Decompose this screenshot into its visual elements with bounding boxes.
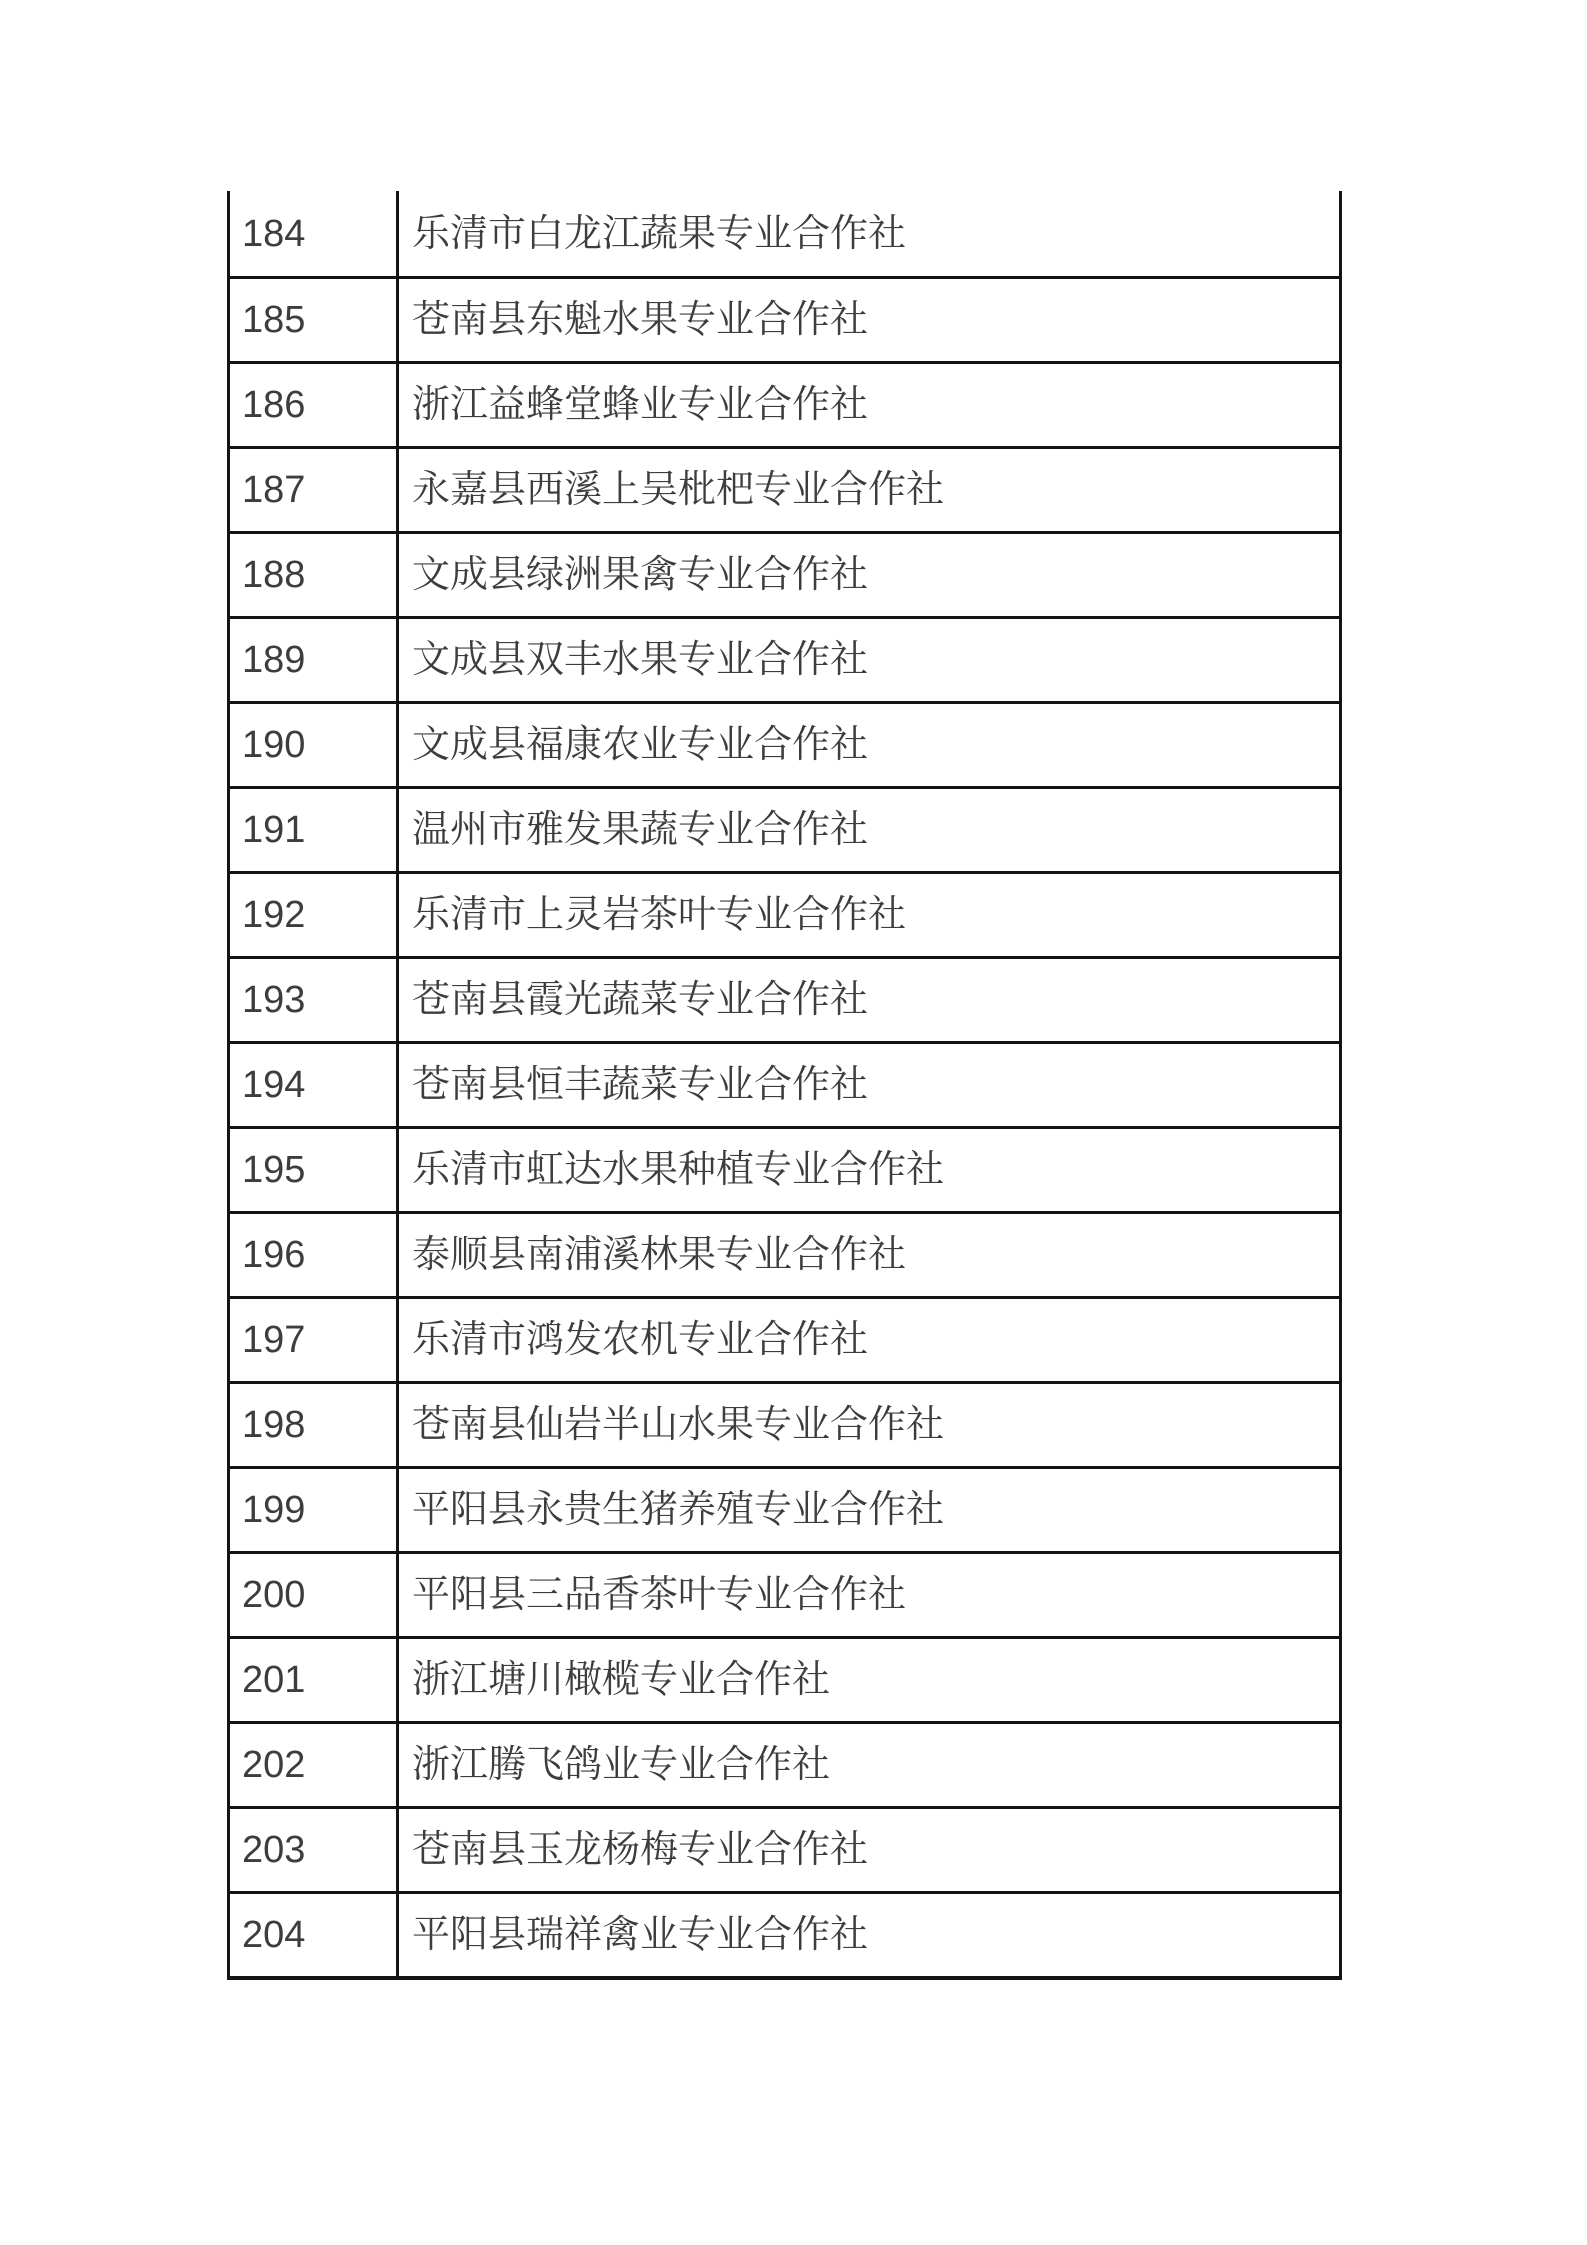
row-number-cell: 198 (242, 1404, 306, 1446)
row-number-cell: 186 (242, 384, 306, 426)
cooperative-name-cell: 乐清市上灵岩茶叶专业合作社 (396, 874, 1339, 956)
cooperative-name-cell: 苍南县霞光蔬菜专业合作社 (396, 959, 1339, 1041)
row-number-cell: 202 (242, 1744, 306, 1786)
row-number-cell: 203 (242, 1829, 306, 1871)
table-row (230, 361, 1339, 446)
table-row (230, 786, 1339, 871)
row-number-cell: 188 (242, 554, 306, 596)
cooperative-name-cell: 浙江益蜂堂蜂业专业合作社 (396, 364, 1339, 446)
cooperative-name-cell: 文成县福康农业专业合作社 (396, 704, 1339, 786)
row-number-cell: 194 (242, 1064, 306, 1106)
cooperative-list-table (227, 191, 1342, 1980)
row-number-cell: 196 (242, 1234, 306, 1276)
table-row (230, 1636, 1339, 1721)
cooperative-name-cell: 平阳县永贵生猪养殖专业合作社 (396, 1469, 1339, 1551)
row-number-cell: 204 (242, 1914, 306, 1956)
table-row (230, 1891, 1339, 1976)
row-number-cell: 189 (242, 639, 306, 681)
row-number-cell: 187 (242, 469, 306, 511)
cooperative-name-cell: 苍南县东魁水果专业合作社 (396, 279, 1339, 361)
table-row (230, 1126, 1339, 1211)
cooperative-name-cell: 文成县绿洲果禽专业合作社 (396, 534, 1339, 616)
cooperative-name-cell: 苍南县恒丰蔬菜专业合作社 (396, 1044, 1339, 1126)
table-row (230, 1211, 1339, 1296)
row-number-cell: 200 (242, 1574, 306, 1616)
cooperative-name-cell: 乐清市虹达水果种植专业合作社 (396, 1129, 1339, 1211)
table-row (230, 1806, 1339, 1891)
row-number-cell: 184 (242, 212, 306, 255)
table-row (230, 531, 1339, 616)
row-number-cell: 191 (242, 809, 306, 851)
table-row (230, 1041, 1339, 1126)
cooperative-name-cell: 文成县双丰水果专业合作社 (396, 619, 1339, 701)
cooperative-name-cell: 温州市雅发果蔬专业合作社 (396, 789, 1339, 871)
table-row (230, 446, 1339, 531)
table-row (230, 616, 1339, 701)
row-number-cell: 193 (242, 979, 306, 1021)
cooperative-name-cell: 浙江腾飞鸽业专业合作社 (396, 1724, 1339, 1806)
cooperative-name-cell: 平阳县瑞祥禽业专业合作社 (396, 1894, 1339, 1976)
cooperative-name-cell: 苍南县玉龙杨梅专业合作社 (396, 1809, 1339, 1891)
table-row (230, 1721, 1339, 1806)
table-row (230, 191, 1339, 276)
cooperative-name-cell: 乐清市白龙江蔬果专业合作社 (396, 191, 1339, 276)
table-row (230, 871, 1339, 956)
table-row (230, 276, 1339, 361)
cooperative-name-cell: 平阳县三品香茶叶专业合作社 (396, 1554, 1339, 1636)
table-row (230, 1466, 1339, 1551)
row-number-cell: 199 (242, 1489, 306, 1531)
cooperative-name-cell: 乐清市鸿发农机专业合作社 (396, 1299, 1339, 1381)
table-row (230, 1296, 1339, 1381)
row-number-cell: 192 (242, 894, 306, 936)
table-row (230, 701, 1339, 786)
cooperative-name-cell: 苍南县仙岩半山水果专业合作社 (396, 1384, 1339, 1466)
row-number-cell: 195 (242, 1149, 306, 1191)
row-number-cell: 201 (242, 1659, 306, 1701)
table-row (230, 1381, 1339, 1466)
cooperative-name-cell: 永嘉县西溪上吴枇杷专业合作社 (396, 449, 1339, 531)
row-number-cell: 190 (242, 724, 306, 766)
row-number-cell: 197 (242, 1319, 306, 1361)
row-number-cell: 185 (242, 299, 306, 341)
table-row (230, 1551, 1339, 1636)
table-row (230, 956, 1339, 1041)
cooperative-name-cell: 浙江塘川橄榄专业合作社 (396, 1639, 1339, 1721)
cooperative-name-cell: 泰顺县南浦溪林果专业合作社 (396, 1214, 1339, 1296)
